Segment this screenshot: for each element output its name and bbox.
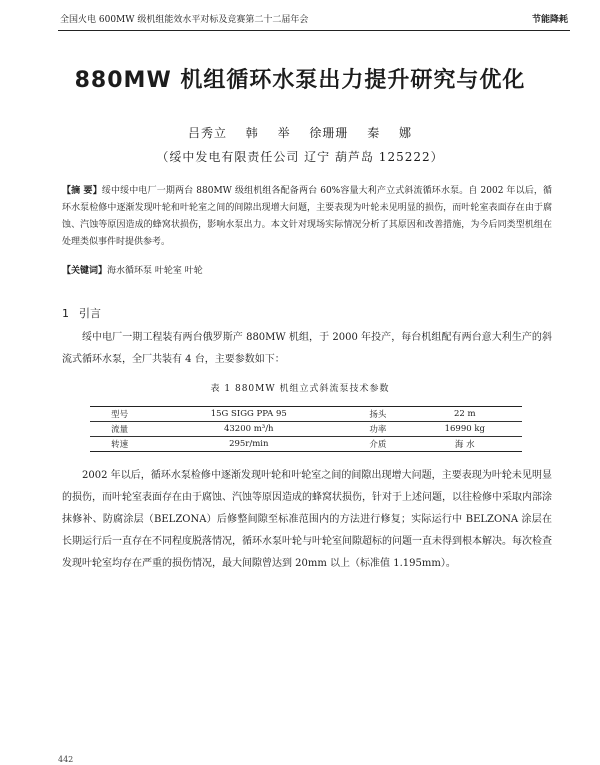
paper-authors: 吕秀立 韩 举 徐珊珊 秦 娜 [187,126,413,140]
table-cell: 介质 [369,440,387,450]
table-row [90,437,522,452]
table-cell: 型号 [90,407,149,422]
table-cell: 22 m [408,407,522,422]
page-header [58,12,570,31]
section-number: 1 [62,307,69,320]
intro-paragraph: 绥中电厂一期工程装有两台俄罗斯产 880MW 机组，于 2000 年投产，每台机组配有两台意大利生产的斜流式循环水泵，全厂共装有 4 台，主要参数如下： [62,332,552,365]
pump-parameters-table [90,406,522,452]
table-cell: 转速 [111,440,129,450]
section-title: 引言 [79,307,101,320]
table-cell: 海 水 [454,440,475,450]
keywords [62,264,552,278]
keywords-text: 海水循环泵 叶轮室 叶轮 [107,266,203,276]
table-cell: 295r/min [229,439,269,449]
paper-affiliation: （绥中发电有限责任公司 辽宁 葫芦岛 125222） [156,150,444,164]
paper-title: 880MW 机组循环水泵出力提升研究与优化 [74,68,526,93]
header-section-label: 节能降耗 [531,15,568,25]
table-row [90,407,522,422]
table-caption: 表 1 880MW 机组立式斜流泵技术参数 [210,384,390,394]
table-cell: 扬头 [348,407,407,422]
table-cell: 流量 [90,422,149,437]
abstract [62,183,552,251]
table-cell: 15G SIGG PPA 95 [149,407,348,422]
table-row [90,422,522,437]
keywords-label: 【关键词】 [62,266,108,276]
section-heading-introduction [62,305,101,321]
header-conference-title: 全国火电 600MW 级机组能效水平对标及竞赛第二十二届年会 [60,15,309,25]
table-cell: 功率 [348,422,407,437]
abstract-label: 【摘 要】 [62,186,102,196]
table-cell: 43200 m³/h [149,422,348,437]
page-number: 442 [58,755,74,764]
table-cell: 16990 kg [408,422,522,437]
abstract-text: 绥中绥中电厂一期两台 880MW 级组机组各配备两台 60%容量大利产立式斜流循环水泵。自 2002 年以后，循环水泵检修中逐渐发现叶轮和叶轮室之间的间隙出现增大问题，主要表现为叶轮未见明显的损伤，而叶轮室表面存在由于腐蚀、汽蚀等原因造成的蜂窝状损伤，影响水泵出力。本文针对现场实际情况分析了其原因和改善措施，为今后同类型机组在处理类似事件时提供参考。 [62,186,553,247]
body-paragraph: 2002 年以后，循环水泵检修中逐渐发现叶轮和叶轮室之间的间隙出现增大问题，主要表现为叶轮未见明显的损伤，而叶轮室表面存在由于腐蚀、汽蚀等原因造成的蜂窝状损伤，针对于上述问题，以往检修中采取内部涂抹修补、防腐涂层（BELZONA）后修整间隙至标准范围内的方法进行修复；实际运行中 BELZONA 涂层在长期运行后一直存在不同程度脱落情况，循环水泵叶轮与叶轮室间隙超标的问题一直未得到根本解决。每次检查发现叶轮室均存在严重的损伤情况，最大间隙曾达到 20mm 以上（标准值 1.195mm）。 [62,470,552,569]
